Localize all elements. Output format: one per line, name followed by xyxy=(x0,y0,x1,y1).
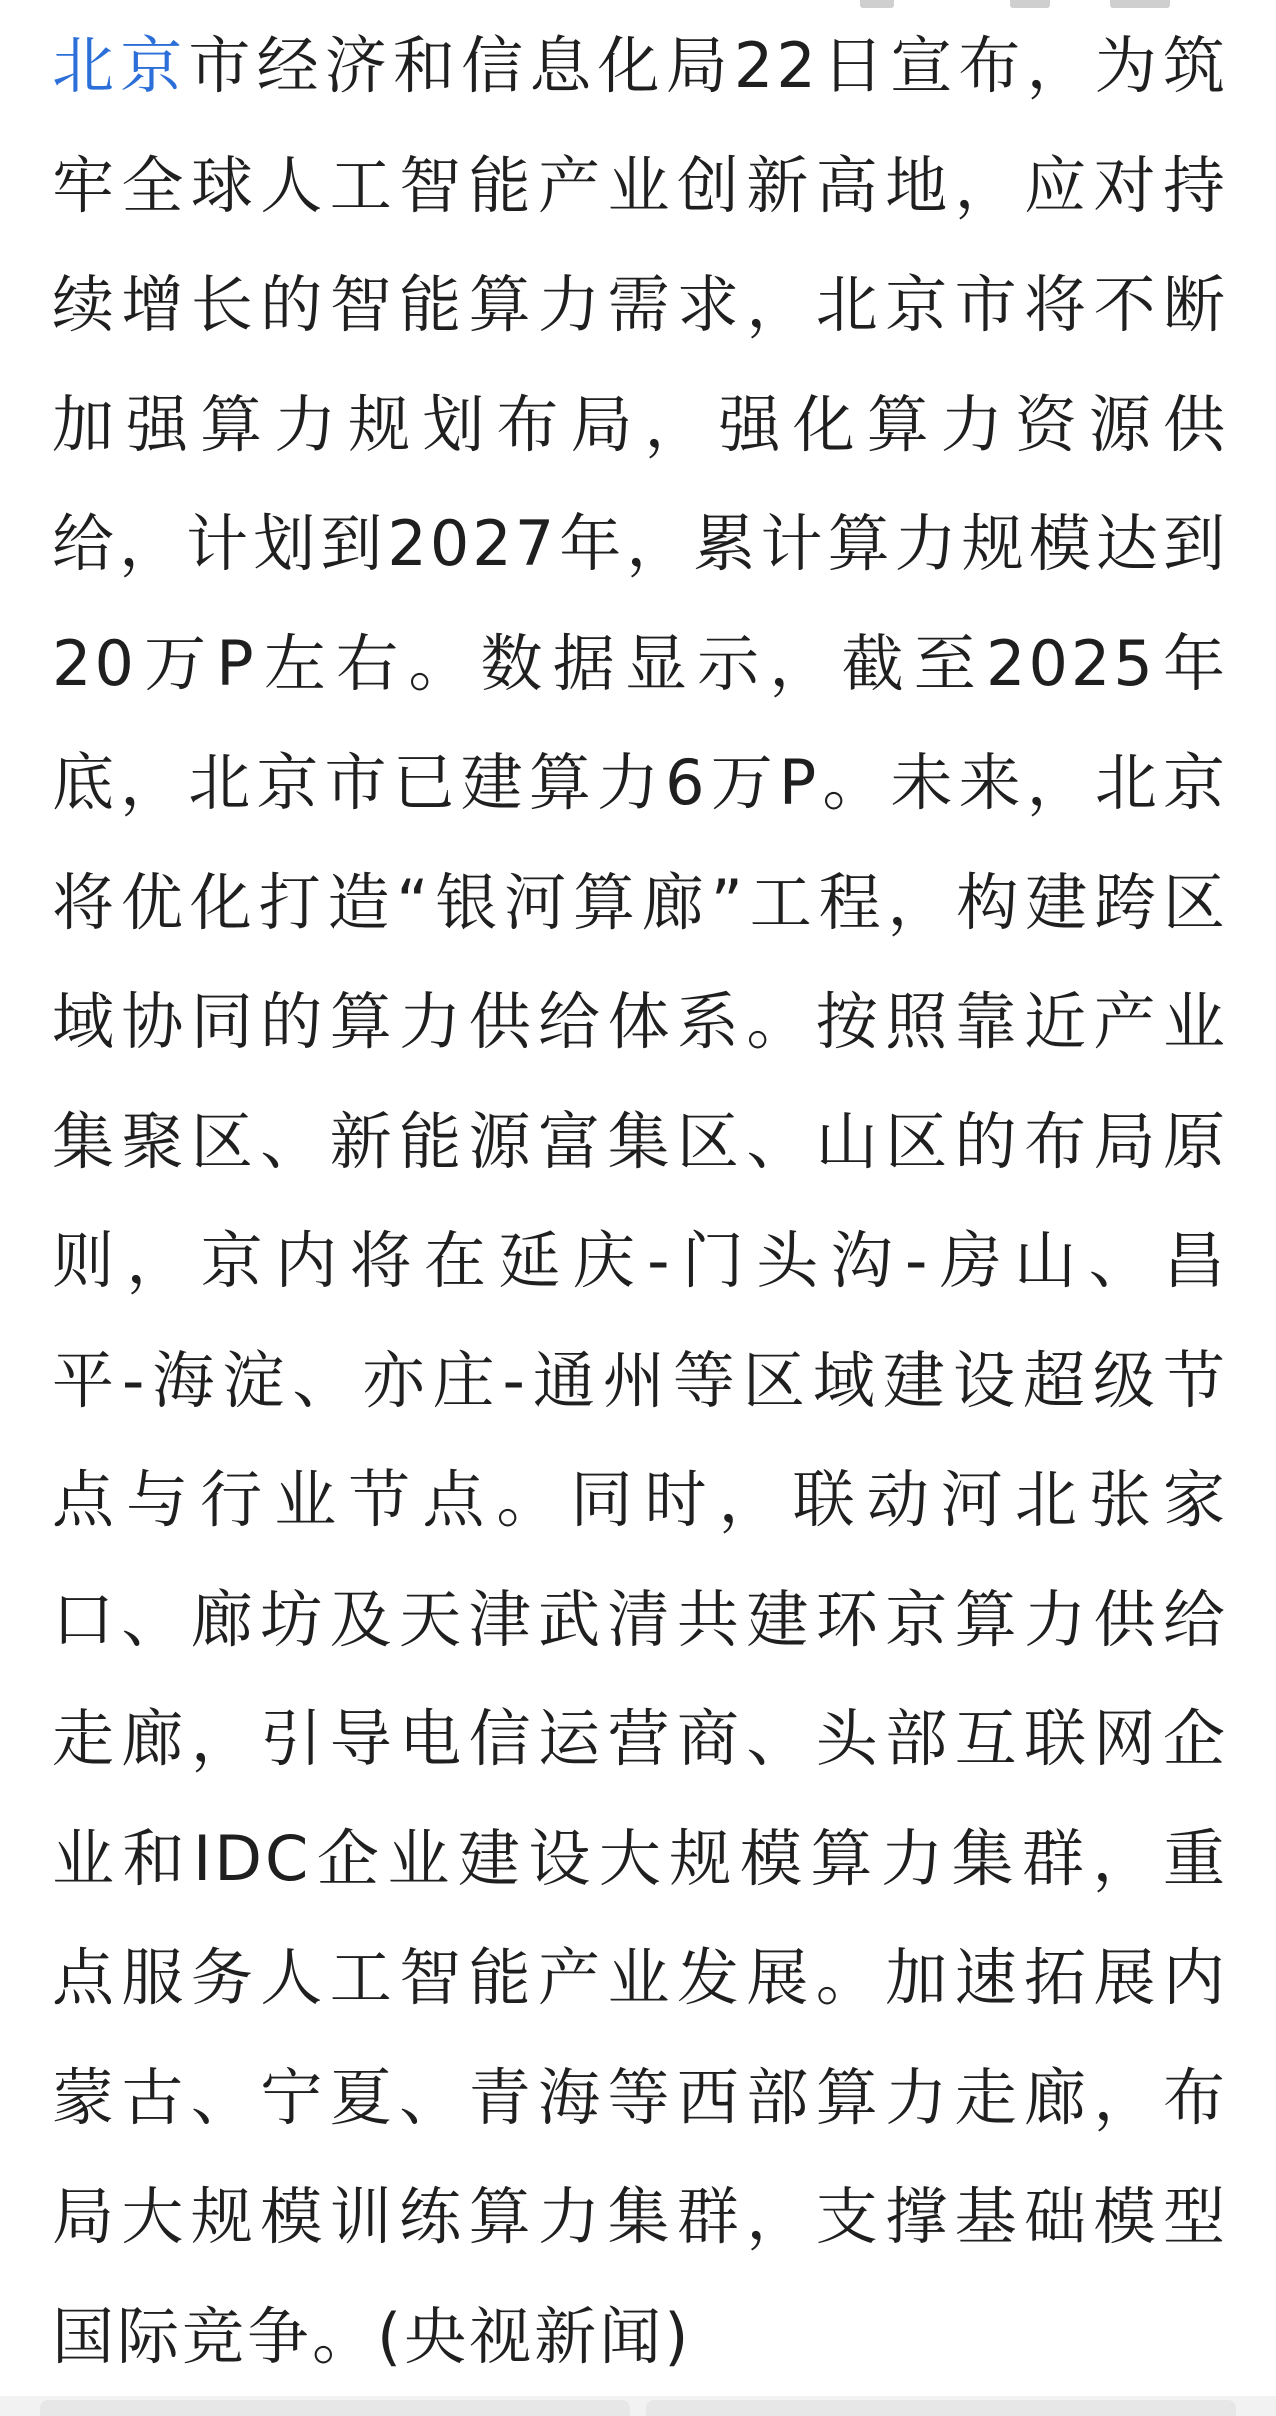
beijing-link[interactable]: 北京 xyxy=(52,29,189,102)
article-line-15: 走廊，引导电信运营商、头部互联网企 xyxy=(52,1702,1228,1775)
article-line-14: 口、廊坊及天津武清共建环京算力供给 xyxy=(52,1582,1228,1656)
article-line-10: 集聚区、新能源富集区、山区的布局原 xyxy=(52,1104,1228,1178)
article-line-1 xyxy=(52,6,1228,126)
article-line-text: 市经济和信息化局22日宣布，为筑 xyxy=(188,29,1228,102)
article-line-7: 底，北京市已建算力6万P。未来，北京 xyxy=(52,746,1228,819)
article-line-17: 点服务人工智能产业发展。加速拓展内 xyxy=(52,1941,1228,2014)
article-line-20: 国际竞争。(央视新闻) xyxy=(52,2299,692,2373)
article-line-5: 给，计划到2027年，累计算力规模达到 xyxy=(52,507,1228,580)
article-line-6: 20万P左右。数据显示，截至2025年 xyxy=(52,626,1228,700)
article-line-11: 则，京内将在延庆-门头沟-房山、昌 xyxy=(52,1224,1228,1297)
article-line-12: 平-海淀、亦庄-通州等区域建设超级节 xyxy=(52,1343,1228,1417)
article-line-19: 局大规模训练算力集群，支撑基础模型 xyxy=(52,2180,1228,2253)
article-line-16: 业和IDC企业建设大规模算力集群，重 xyxy=(52,1821,1228,1895)
article-line-8: 将优化打造“银河算廊”工程，构建跨区 xyxy=(52,865,1228,939)
article-line-13: 点与行业节点。同时，联动河北张家 xyxy=(52,1463,1228,1536)
article-line-4: 加强算力规划布局，强化算力资源供 xyxy=(52,387,1228,461)
article-line-9: 域协同的算力供给体系。按照靠近产业 xyxy=(52,985,1228,1058)
article-line-18: 蒙古、宁夏、青海等西部算力走廊，布 xyxy=(52,2060,1228,2134)
article-line-3: 续增长的智能算力需求，北京市将不断 xyxy=(52,268,1228,341)
article-body xyxy=(52,6,1228,2396)
image-card-right[interactable] xyxy=(646,2400,1236,2416)
article-line-2: 牢全球人工智能产业创新高地，应对持 xyxy=(52,148,1228,222)
bottom-card-strip xyxy=(0,2396,1276,2416)
image-card-left[interactable] xyxy=(40,2400,630,2416)
